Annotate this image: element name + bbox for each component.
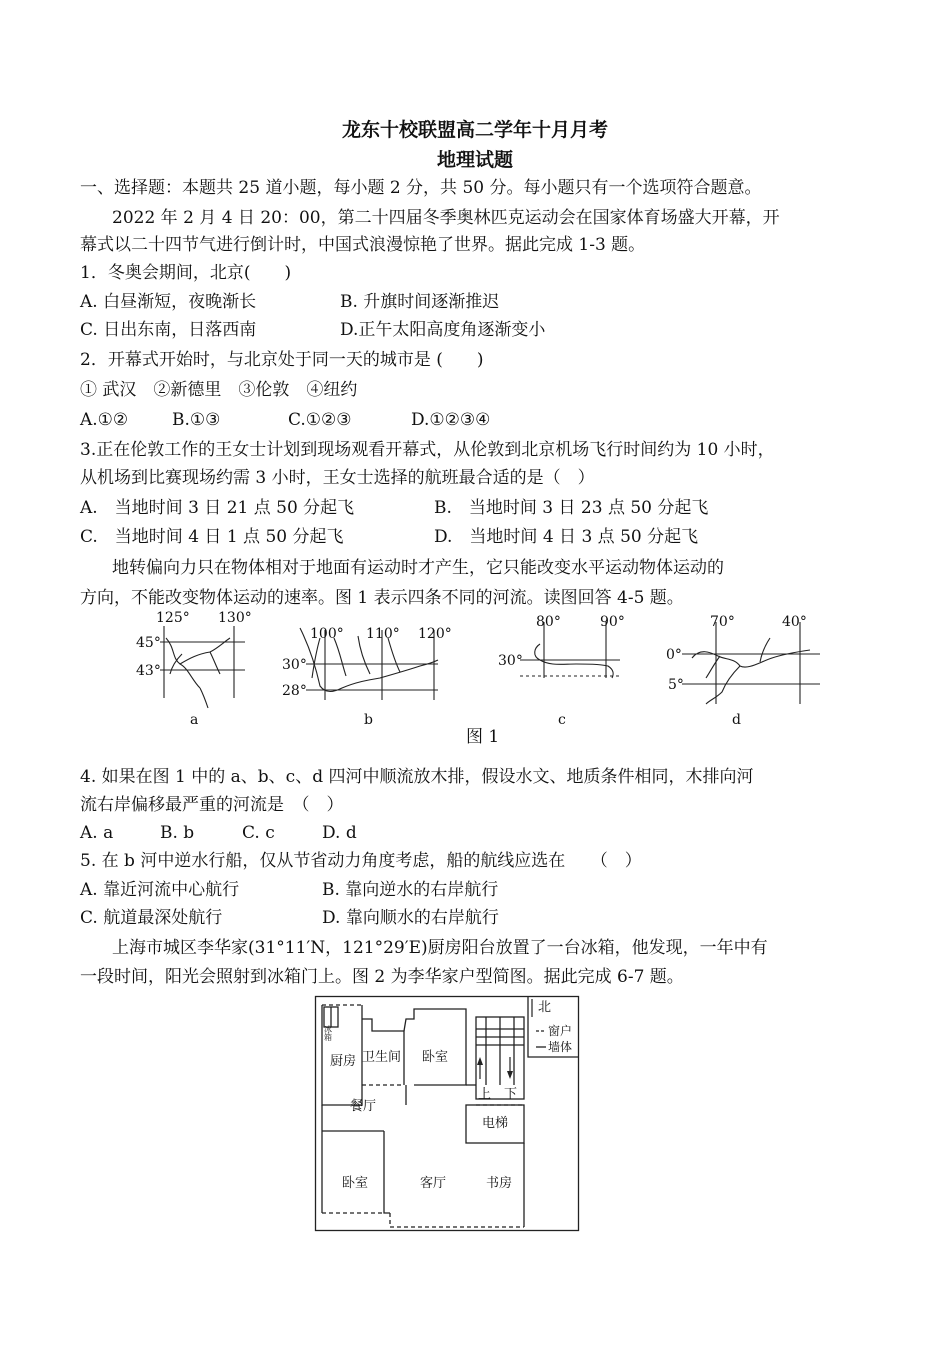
fig1b-lat-28: 28° — [282, 683, 307, 699]
q3-option-c: C. 当地时间 4 日 1 点 50 分起飞 — [80, 527, 344, 547]
fig1d-lon-40: 40° — [782, 614, 807, 630]
q2-option-b: B.①③ — [172, 410, 221, 430]
q2-option-d: D.①②③④ — [411, 410, 491, 430]
room-bathroom: 卫生间 — [362, 1050, 402, 1065]
fig1d-lat-5: 5° — [668, 677, 684, 693]
q5-option-c: C. 航道最深处航行 — [80, 908, 223, 928]
q4-option-a: A. a — [80, 823, 114, 843]
q1-stem: 1．冬奥会期间，北京( ) — [80, 263, 292, 283]
stairs-down-label: 下 — [504, 1087, 518, 1102]
fig1d-label: d — [732, 712, 741, 728]
q4-stem-line1: 4. 如果在图 1 中的 a、b、c、d 四河中顺流放木排，假设水文、地质条件相同，木排向河 — [80, 767, 754, 787]
passage3-line1: 上海市城区李华家(31°11′N，121°29′E)厨房阳台放置了一台冰箱，他发现，一年中有 — [112, 938, 768, 958]
passage2-line1: 地转偏向力只在物体相对于地面有运动时才产生，它只能改变水平运动物体运动的 — [112, 558, 724, 578]
q4-option-d: D. d — [322, 823, 357, 843]
fig1c-lon-90: 90° — [600, 614, 625, 630]
passage3-line2: 一段时间，阳光会照射到冰箱门上。图 2 为李华家户型简图。据此完成 6-7 题。 — [80, 967, 684, 987]
legend-north: 北 — [538, 1000, 552, 1015]
fig1a-label: a — [190, 712, 199, 728]
fig1b-lat-30: 30° — [282, 657, 307, 673]
q3-stem-line1: 3.正在伦敦工作的王女士计划到现场观看开幕式，从伦敦到北京机场飞行时间约为 10 小时， — [80, 440, 775, 460]
q4-option-c: C. c — [242, 823, 275, 843]
figure2-floor-plan — [314, 995, 580, 1233]
passage1-line1: 2022 年 2 月 4 日 20：00，第二十四届冬季奥林匹克运动会在国家体育场盛大开幕，开 — [112, 208, 780, 228]
section-heading: 一、选择题：本题共 25 道小题，每小题 2 分，共 50 分。每小题只有一个选项符合题意。 — [80, 178, 762, 198]
q1-option-a: A. 白昼渐短，夜晚渐长 — [80, 292, 257, 312]
room-bedroom-top: 卧室 — [422, 1050, 449, 1065]
legend-window: 窗户 — [548, 1024, 573, 1038]
q2-option-a: A.①② — [80, 410, 129, 430]
fig1d-lon-70: 70° — [710, 614, 735, 630]
fig1a-lat-45: 45° — [136, 635, 161, 651]
q5-option-a: A. 靠近河流中心航行 — [80, 880, 240, 900]
q4-option-b: B. b — [160, 823, 195, 843]
fig1c-lon-80: 80° — [536, 614, 561, 630]
q1-option-b: B. 升旗时间逐渐推迟 — [340, 292, 500, 312]
legend-wall: 墙体 — [548, 1040, 573, 1054]
figure1-caption: 图 1 — [466, 727, 500, 747]
q5-stem: 5. 在 b 河中逆水行船，仅从节省动力角度考虑，船的航线应选在 （ ） — [80, 851, 642, 871]
room-dining: 餐厅 — [350, 1099, 377, 1114]
q2-items: ① 武汉 ②新德里 ③伦敦 ④纽约 — [80, 380, 358, 400]
q3-option-d: D. 当地时间 4 日 3 点 50 分起飞 — [434, 527, 699, 547]
q2-stem: 2．开幕式开始时，与北京处于同一天的城市是 ( ) — [80, 350, 484, 370]
passage1-line2: 幕式以二十四节气进行倒计时，中国式浪漫惊艳了世界。据此完成 1-3 题。 — [80, 235, 646, 255]
room-bedroom-bottom: 卧室 — [342, 1176, 369, 1191]
q5-option-b: B. 靠向逆水的右岸航行 — [322, 880, 499, 900]
fig1c-lat-30: 30° — [498, 653, 523, 669]
exam-title: 龙东十校联盟高二学年十月月考 — [341, 119, 608, 141]
fig1a-lon-125: 125° — [156, 610, 190, 626]
fridge-label: 冰箱 — [323, 1025, 333, 1041]
exam-subtitle: 地理试题 — [436, 149, 513, 171]
q2-option-c: C.①②③ — [288, 410, 352, 430]
room-living: 客厅 — [420, 1176, 447, 1191]
q5-option-d: D. 靠向顺水的右岸航行 — [322, 908, 499, 928]
passage2-line2: 方向，不能改变物体运动的速率。图 1 表示四条不同的河流。读图回答 4-5 题。 — [80, 588, 684, 608]
q3-option-b: B. 当地时间 3 日 23 点 50 分起飞 — [434, 498, 709, 518]
fig1d-lat-0: 0° — [666, 647, 682, 663]
room-kitchen: 厨房 — [330, 1054, 357, 1069]
fig1b-lon-100: 100° — [310, 626, 344, 642]
room-study: 书房 — [486, 1176, 513, 1191]
fig1b-lon-120: 120° — [418, 626, 452, 642]
fig1a-lat-43: 43° — [136, 663, 161, 679]
q3-option-a: A. 当地时间 3 日 21 点 50 分起飞 — [80, 498, 355, 518]
fig1b-lon-110: 110° — [366, 626, 400, 642]
fig1b-label: b — [364, 712, 373, 728]
q1-option-c: C. 日出东南，日落西南 — [80, 320, 257, 340]
room-elevator: 电梯 — [482, 1116, 509, 1131]
stairs-up-label: 上 — [478, 1087, 492, 1102]
fig1a-lon-130: 130° — [218, 610, 252, 626]
q1-option-d: D.正午太阳高度角逐渐变小 — [340, 320, 546, 340]
fig1c-label: c — [558, 712, 566, 728]
q4-stem-line2: 流右岸偏移最严重的河流是 （ ） — [80, 795, 344, 815]
q3-stem-line2: 从机场到比赛现场约需 3 小时，王女士选择的航班最合适的是（ ） — [80, 468, 595, 488]
